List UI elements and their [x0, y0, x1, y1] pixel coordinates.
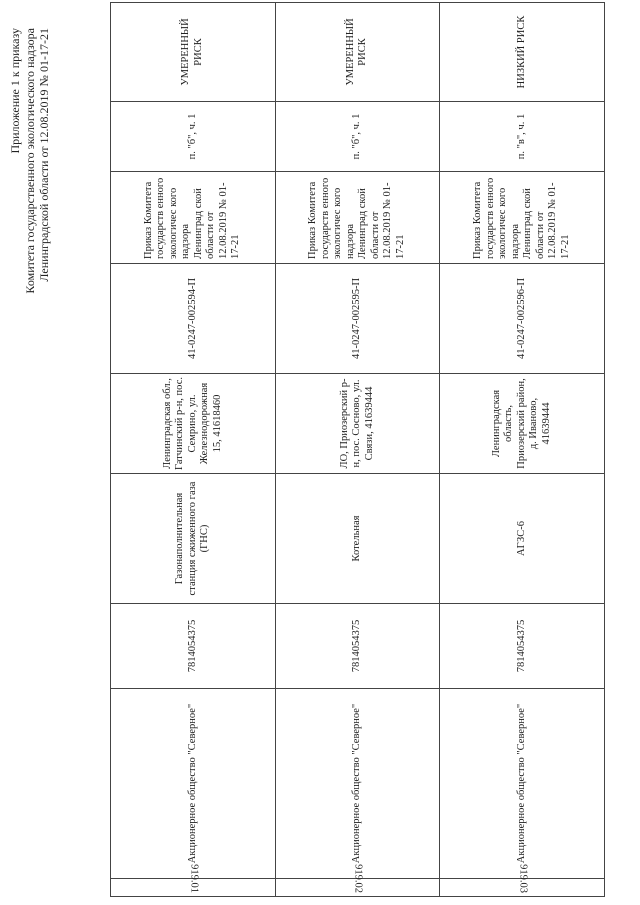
risk-category: УМЕРЕННЫЙ РИСК	[111, 3, 276, 102]
inn: 7814054375	[440, 604, 605, 689]
inn: 7814054375	[275, 604, 440, 689]
row-number: 919.03	[440, 879, 605, 897]
appendix-header	[8, 0, 52, 905]
legal-order: Приказ Комитета государств енного экологичес кого надзора Ленинград ской области от 12.08.2019 № 01-17-21	[440, 172, 605, 264]
table-row	[275, 3, 440, 897]
header-line-1: Приложение 1 к приказу	[8, 28, 22, 154]
object-name: Газонаполнительная станция сжиженного газа (ГНС)	[111, 474, 276, 604]
organization-name: Акционерное общество "Северное"	[275, 689, 440, 879]
table-row	[440, 3, 605, 897]
header-line-3: Ленинградской области от 12.08.2019 № 01-17-21	[37, 28, 51, 282]
object-code: 41-0247-002596-П	[440, 264, 605, 374]
legal-clause: п. "б", ч. 1	[111, 102, 276, 172]
table-row	[111, 3, 276, 897]
row-number: 919.01	[111, 879, 276, 897]
organization-name: Акционерное общество "Северное"	[111, 689, 276, 879]
header-line-2: Комитета государственного экологического надзора	[22, 28, 37, 294]
object-address: Ленинградская обл., Гатчинский р-н, пос. Семрино, ул. Железнодорожная 15, 41618460	[111, 374, 276, 474]
inn: 7814054375	[111, 604, 276, 689]
object-address: Ленинградская область, Приозерский район, д. Иваново, 41639444	[440, 374, 605, 474]
object-name: Котельная	[275, 474, 440, 604]
object-address: ЛО, Приозерский р-н, пос. Сосново, ул. Связи, 41639444	[275, 374, 440, 474]
row-number: 919.02	[275, 879, 440, 897]
legal-order: Приказ Комитета государств енного экологичес кого надзора Ленинград ской области от 12.08.2019 № 01-17-21	[111, 172, 276, 264]
legal-clause: п. "в", ч. 1	[440, 102, 605, 172]
risk-category: УМЕРЕННЫЙ РИСК	[275, 3, 440, 102]
object-name: АГЗС-6	[440, 474, 605, 604]
object-code: 41-0247-002595-П	[275, 264, 440, 374]
legal-order: Приказ Комитета государств енного экологичес кого надзора Ленинград ской области от 12.08.2019 № 01-17-21	[275, 172, 440, 264]
legal-clause: п. "б", ч. 1	[275, 102, 440, 172]
organization-name: Акционерное общество "Северное"	[440, 689, 605, 879]
object-code: 41-0247-002594-П	[111, 264, 276, 374]
risk-category: НИЗКИЙ РИСК	[440, 3, 605, 102]
registry-table	[110, 2, 605, 897]
